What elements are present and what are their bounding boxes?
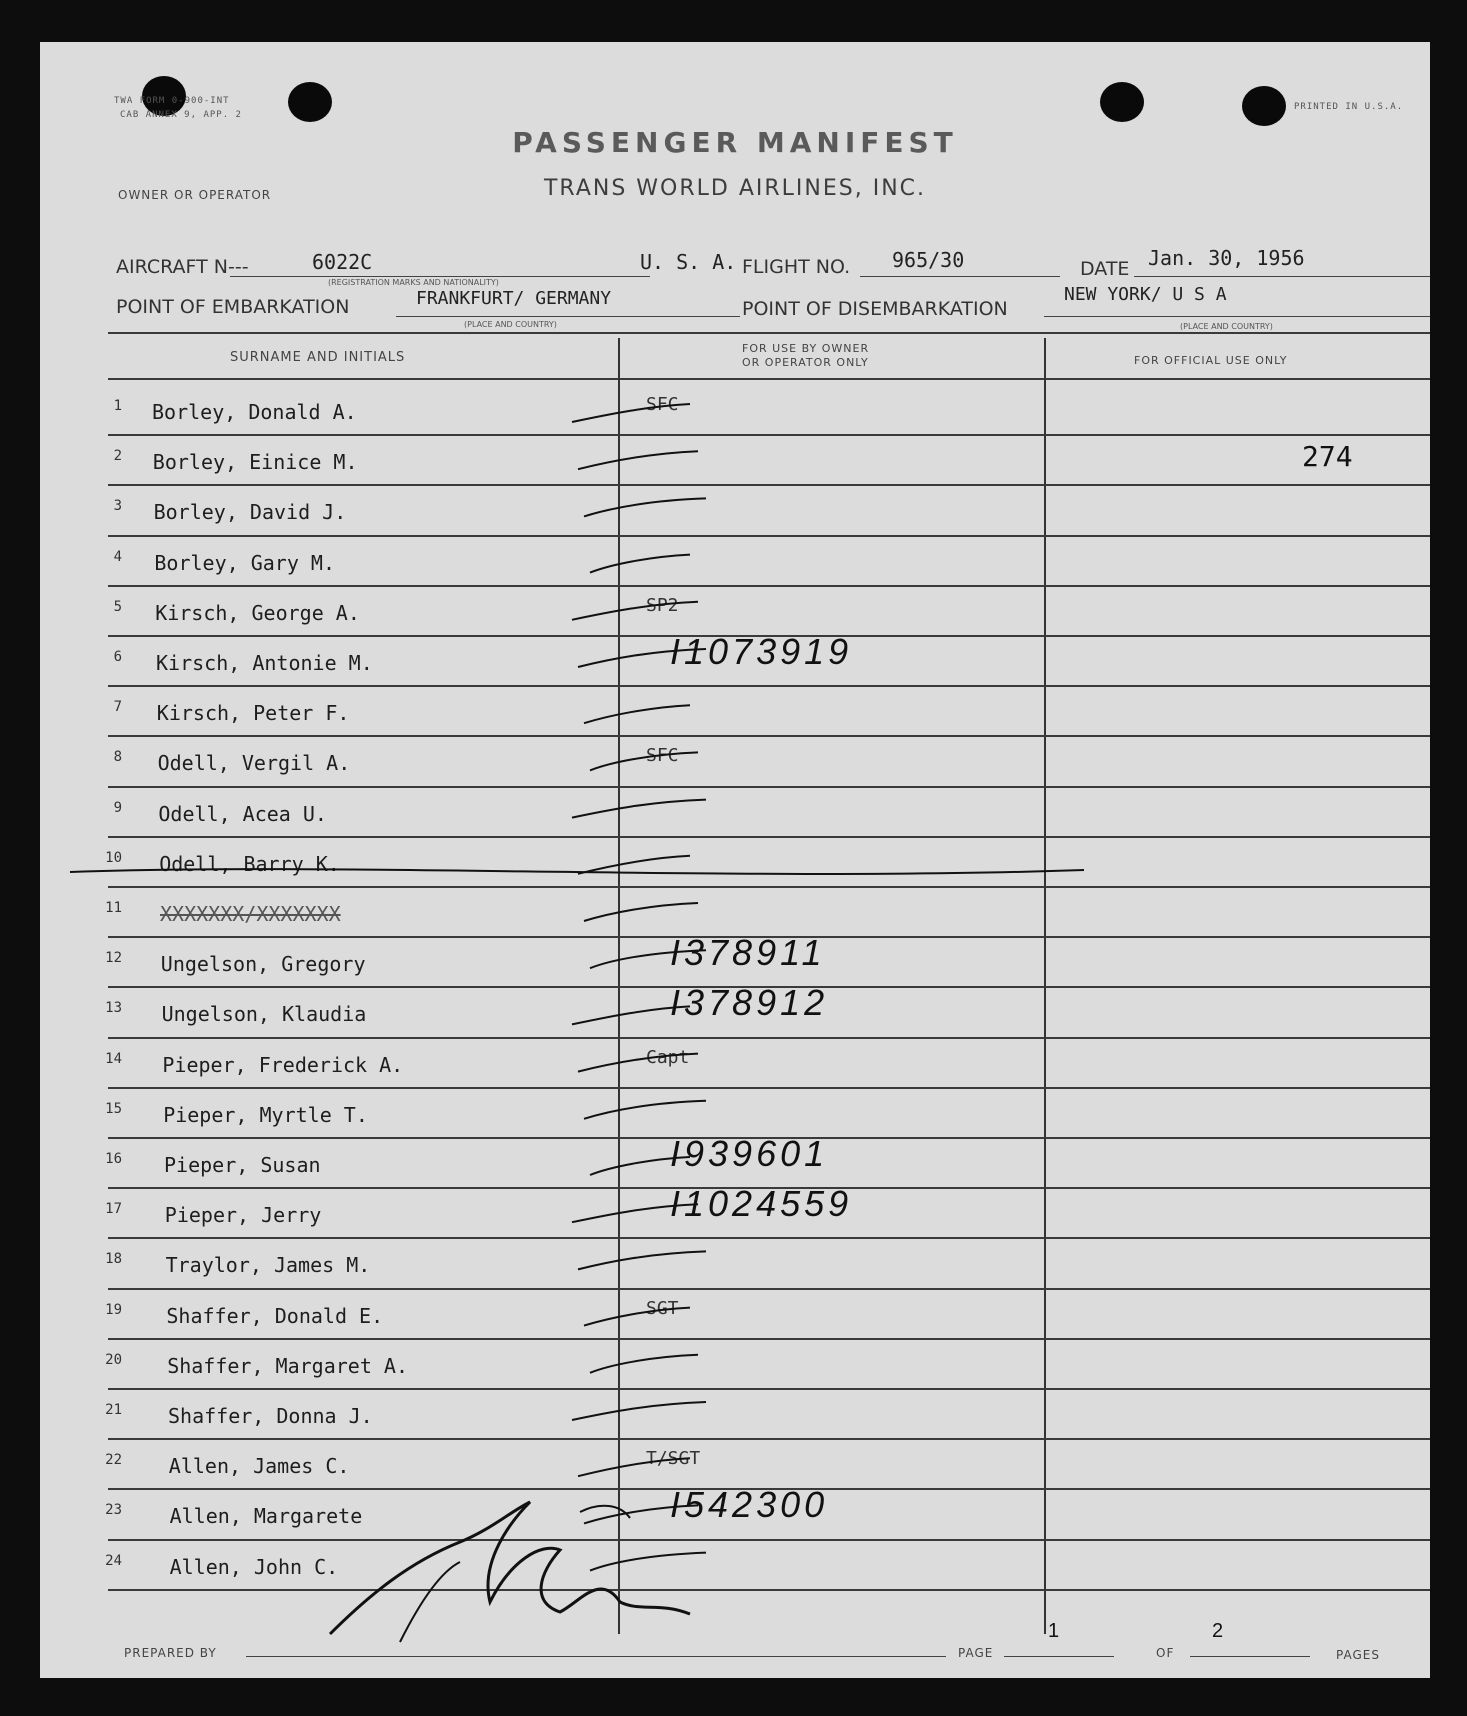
date-label: DATE [1080,258,1130,280]
check-stroke [572,1402,706,1420]
passenger-name: Odell, Acea U. [158,801,327,826]
airline-name: TRANS WORLD AIRLINES, INC. [543,176,927,201]
handwritten-id-number: I542300 [670,1484,829,1526]
check-stroke [578,451,698,469]
check-stroke [584,903,698,921]
handwritten-id-number: I378912 [670,982,829,1024]
passenger-name: Borley, David J. [153,500,347,525]
signature-and-checkmarks [40,42,1430,1678]
rank-note: SFC [646,394,679,415]
passenger-name: Shaffer, Donna J. [168,1404,373,1428]
check-stroke [584,1101,706,1119]
total-underline [1190,1656,1310,1657]
check-stroke [590,1553,706,1571]
handwritten-id-number: I1024559 [670,1183,853,1225]
prepared-by-underline [246,1656,946,1657]
owner-operator-label: OWNER OR OPERATOR [118,188,272,202]
passenger-name: Ungelson, Klaudia [161,1002,367,1027]
passenger-name: Borley, Einice M. [152,450,358,475]
passenger-name: Traylor, James M. [165,1253,371,1278]
page-underline [1004,1656,1114,1657]
rank-note: SFC [646,745,679,767]
passenger-name: Shaffer, Margaret A. [167,1353,409,1378]
check-stroke [572,602,698,620]
row-number: 19 [105,1301,122,1318]
row-number: 9 [113,799,122,816]
row-number: 12 [105,950,122,967]
check-stroke [590,752,698,770]
rank-note: Capt [646,1046,690,1068]
embarkation-place: FRANKFURT/ GERMANY [416,288,612,309]
check-stroke [572,1204,698,1222]
pages-label: PAGES [1336,1648,1380,1662]
check-stroke [590,950,706,968]
check-stroke [578,649,706,667]
passenger-name: Kirsch, George A. [155,600,360,625]
disembarkation-note: (PLACE AND COUNTRY) [1180,322,1273,331]
passenger-name: Kirsch, Antonie M. [156,651,373,675]
embarkation-label: POINT OF EMBARKATION [116,296,350,318]
row-number: 8 [113,749,122,766]
row-number: 7 [113,699,122,716]
check-stroke [572,1006,690,1024]
check-stroke [578,1251,706,1269]
passenger-name: XXXXXXX/XXXXXXX [160,902,341,926]
passenger-name: Kirsch, Peter F. [156,701,350,726]
passenger-name: Pieper, Frederick A. [162,1052,404,1077]
official-note: 274 [1302,440,1353,474]
disembarkation-place: NEW YORK/ U S A [1064,284,1227,305]
rank-note: SP2 [646,594,679,616]
check-stroke [578,856,690,874]
row-number: 23 [105,1502,122,1519]
passenger-name: Pieper, Myrtle T. [163,1102,368,1127]
check-stroke [584,1505,698,1523]
handwritten-id-number: I378911 [670,932,826,974]
column-header-surname: SURNAME AND INITIALS [230,350,406,365]
check-stroke [590,555,690,573]
rank-note: SGT [646,1297,679,1319]
column-header-owner-use: FOR USE BY OWNER [742,342,870,355]
row-number: 22 [105,1452,122,1469]
embarkation-note: (PLACE AND COUNTRY) [464,320,557,329]
passenger-name: Allen, John C. [169,1554,339,1579]
disembarkation-label: POINT OF DISEMBARKATION [742,298,1008,320]
rank-note: T/SGT [646,1448,701,1470]
passenger-name: Odell, Vergil A. [157,751,351,776]
check-stroke [584,705,690,723]
form-number: TWA FORM 0-900-INT [114,96,230,106]
page-number: 1 [1048,1620,1060,1642]
row-number: 24 [105,1552,122,1569]
row-number: 10 [105,849,122,866]
total-pages: 2 [1212,1620,1224,1642]
passenger-name: Borley, Gary M. [154,550,336,575]
flight-date: Jan. 30, 1956 [1148,246,1305,270]
row-number: 4 [113,548,122,565]
aircraft-nationality: U. S. A. [640,250,737,274]
check-stroke [578,1054,698,1072]
handwritten-id-number: I939601 [670,1133,829,1174]
row-number: 14 [105,1050,122,1067]
check-stroke [584,1308,690,1326]
row-number: 5 [113,598,122,615]
check-stroke [590,1157,690,1175]
row-number: 13 [105,1000,122,1017]
row-number: 6 [113,649,122,665]
column-header-official-use: FOR OFFICIAL USE ONLY [1134,354,1288,367]
row-number: 17 [105,1201,122,1218]
passenger-name: Shaffer, Donald E. [166,1303,384,1328]
row-number: 16 [105,1151,122,1167]
registration-note: (REGISTRATION MARKS AND NATIONALITY) [328,278,499,287]
column-header-owner-use-2: OR OPERATOR ONLY [742,356,869,369]
passenger-name: Pieper, Jerry [164,1203,322,1228]
printed-in-note: PRINTED IN U.S.A. [1294,102,1404,112]
passenger-name: Odell, Barry K. [159,851,340,876]
strikethrough-line [70,869,1084,874]
signature [330,1502,690,1634]
row-number: 11 [105,900,122,916]
row-number: 2 [113,448,122,465]
aircraft-number: 6022C [312,250,373,274]
prepared-by-label: PREPARED BY [124,1646,217,1660]
form-reference: CAB ANNEX 9, APP. 2 [120,110,242,120]
check-stroke [584,498,706,516]
passenger-name: Ungelson, Gregory [160,952,366,977]
page-label: PAGE [958,1646,994,1660]
row-number: 20 [105,1351,122,1368]
passenger-name: Allen, Margarete [169,1504,363,1529]
row-number: 3 [113,498,122,515]
of-label: OF [1156,1646,1175,1660]
row-number: 21 [105,1402,122,1418]
handwritten-id-number: I1073919 [670,631,853,672]
check-stroke [572,800,706,818]
flight-label: FLIGHT NO. [742,256,851,278]
passenger-name: Borley, Donald A. [152,400,357,424]
flight-number: 965/30 [892,248,965,272]
row-number: 18 [105,1251,122,1268]
row-number: 1 [113,398,122,414]
page-title: PASSENGER MANIFEST [512,126,958,159]
row-number: 15 [105,1100,122,1117]
aircraft-label: AIRCRAFT N--- [116,256,249,278]
check-stroke [578,1458,690,1476]
check-stroke [572,404,690,422]
manifest-sheet [40,42,1430,1678]
passenger-name: Allen, James C. [168,1454,350,1479]
passenger-name: Pieper, Susan [164,1153,321,1177]
check-stroke [590,1355,698,1373]
